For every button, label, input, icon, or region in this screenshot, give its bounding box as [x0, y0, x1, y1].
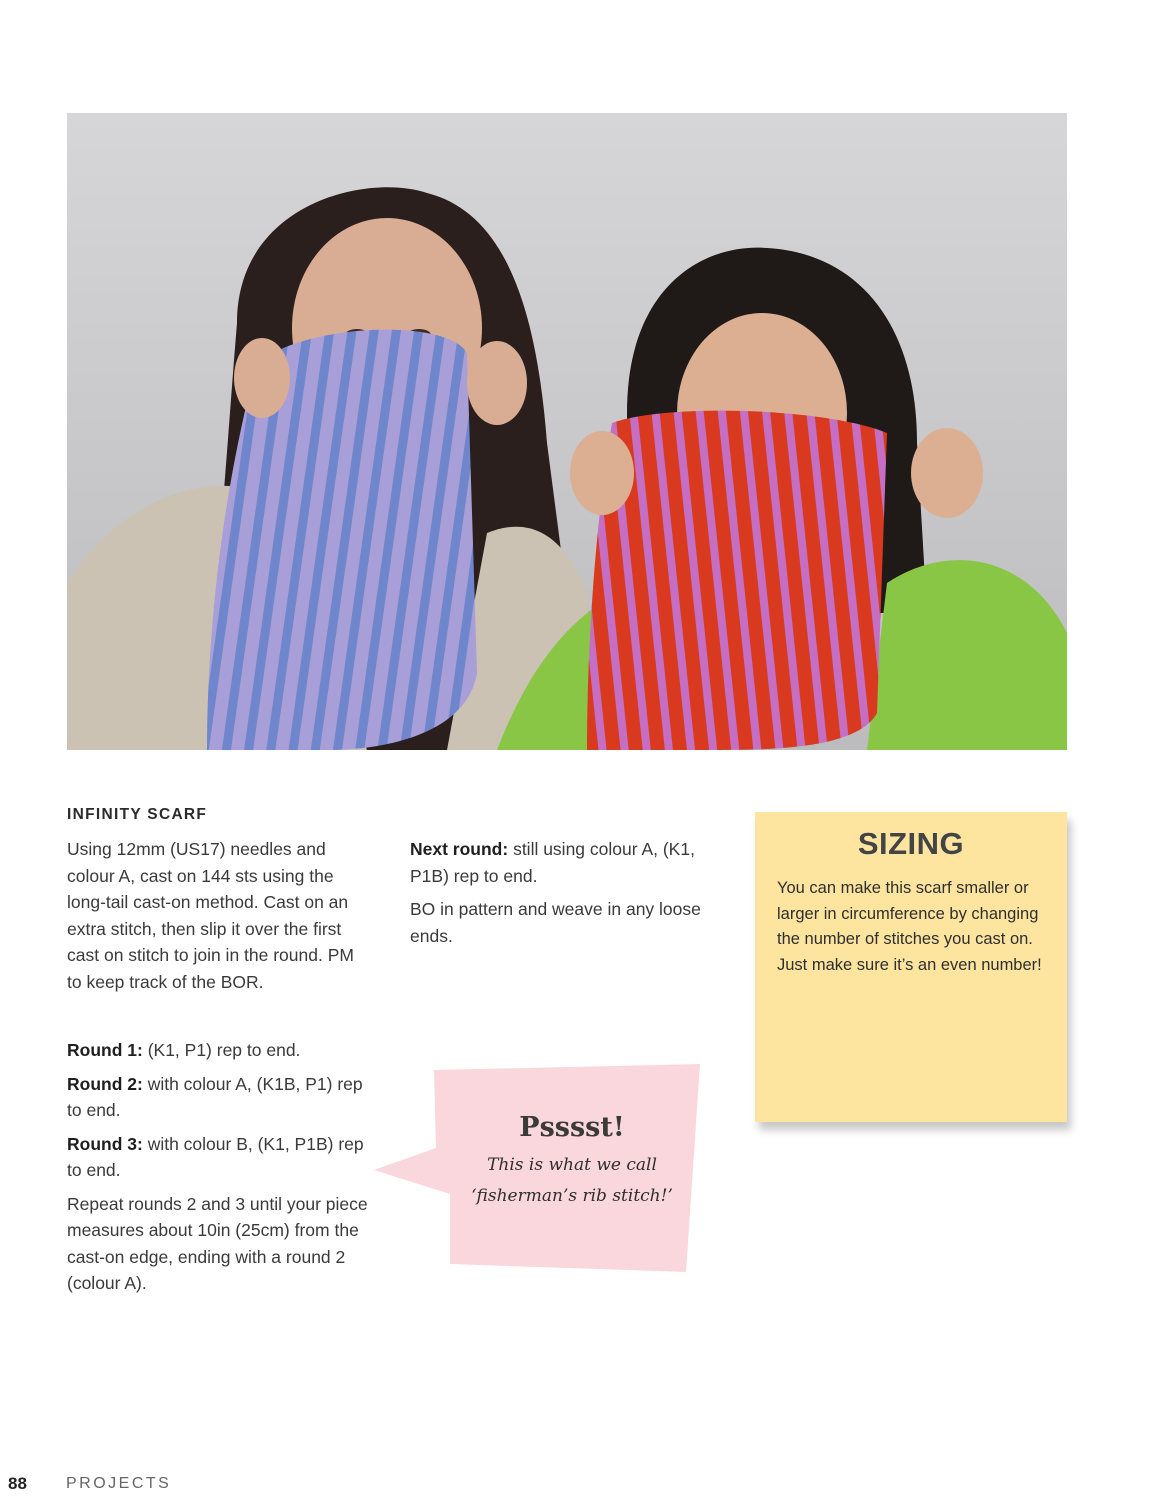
sizing-title: SIZING — [857, 826, 965, 861]
sizing-body: You can make this scarf smaller or larger in circumference by changing the number of stitches you cast on. Just make sure it’s an even number! — [777, 879, 1042, 974]
page-number: 88 — [8, 1474, 27, 1493]
round-2 — [67, 1071, 377, 1124]
section-heading: INFINITY SCARF — [67, 806, 208, 823]
pattern-rounds — [67, 1037, 377, 1304]
intro-paragraph: Using 12mm (US17) needles and colour A, cast on 144 sts using the long-tail cast-on method. Cast on an extra stitch, then slip it over the first cast on stitch to join in the round. PM to keep track of the BOR. — [67, 839, 354, 992]
tip-speech-bubble — [372, 1062, 702, 1274]
sizing-note — [755, 812, 1067, 1122]
pattern-intro — [67, 836, 372, 1002]
round-3-label: Round 3: — [67, 1133, 143, 1154]
round-2-text: with colour A, (K1B, P1) rep to end. — [67, 1073, 363, 1120]
bind-off-paragraph: BO in pattern and weave in any loose ends. — [410, 899, 701, 946]
round-3 — [67, 1131, 377, 1184]
next-round — [410, 836, 715, 889]
round-1-text: (K1, P1) rep to end. — [142, 1040, 301, 1060]
hero-photo — [67, 113, 1067, 750]
bubble-line-1: This is what we call — [487, 1155, 657, 1175]
round-2-label: Round 2: — [67, 1073, 143, 1094]
photo-illustration — [67, 113, 1067, 750]
round-1-label: Round 1: — [67, 1040, 143, 1060]
round-1 — [67, 1037, 377, 1064]
repeat-paragraph: Repeat rounds 2 and 3 until your piece measures about 10in (25cm) from the cast-on edge, ending with a round 2 (colour A). — [67, 1193, 368, 1293]
bubble-text — [452, 1150, 692, 1212]
section-label: PROJECTS — [66, 1475, 172, 1492]
bubble-title: Psssst! — [519, 1112, 625, 1143]
round-3-text: with colour B, (K1, P1B) rep to end. — [67, 1133, 364, 1180]
next-round-text: still using colour A, (K1, P1B) rep to end. — [410, 839, 695, 886]
pattern-finish — [410, 836, 715, 956]
bubble-line-2: ‘fisherman’s rib stitch!’ — [471, 1186, 673, 1206]
next-round-label: Next round: — [410, 839, 509, 859]
